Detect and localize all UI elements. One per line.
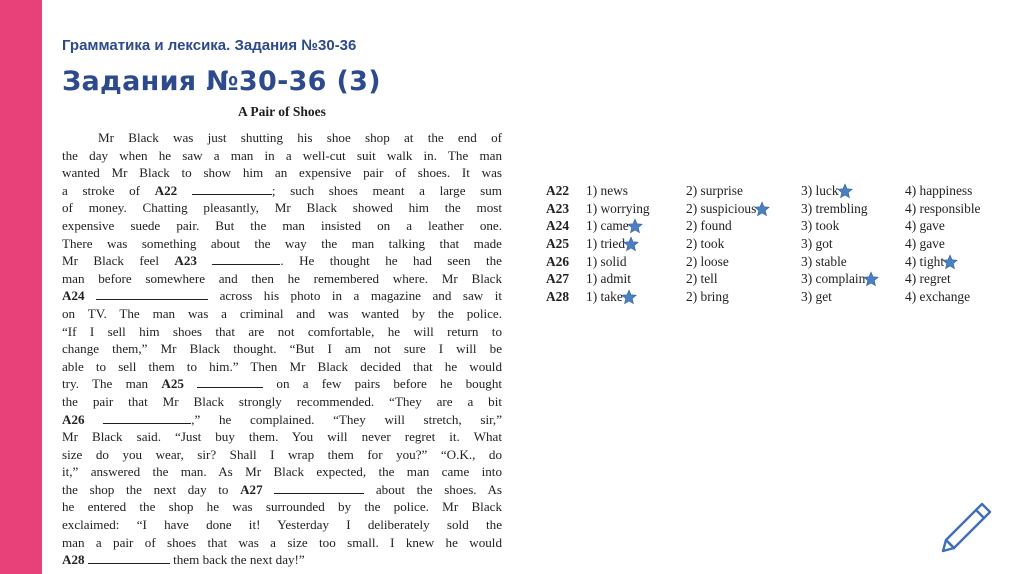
- answer-option: 4) responsible: [905, 200, 981, 216]
- passage-line: man before somewhere and then he remembered where. Mr Black: [62, 270, 502, 286]
- answer-option: 1) came: [586, 218, 629, 234]
- answer-gap: [192, 183, 272, 195]
- answer-gap: [212, 253, 280, 265]
- passage-title: A Pair of Shoes: [238, 104, 326, 119]
- page-title: Задания №30-36 (3): [62, 66, 381, 97]
- passage-line: size do you wear, sir? Shall I wrap them for you?” “O.K., do: [62, 446, 502, 462]
- answer-option: 1) news: [586, 183, 629, 198]
- answer-option: 3) trembling: [801, 200, 868, 216]
- question-number: A24: [546, 218, 570, 234]
- answer-option: 3) took: [801, 218, 840, 234]
- passage-line: Mr Black feel A23 . He thought he had seen the: [62, 253, 502, 269]
- gap-label: A28: [62, 552, 85, 568]
- question-number: A22: [546, 183, 570, 198]
- passage-line: man a pair of shoes that was a size too small. I knew he would: [62, 534, 502, 550]
- answer-option: 4) exchange: [905, 289, 971, 305]
- answer-option: 4) regret: [905, 271, 951, 287]
- accent-bar: [0, 0, 42, 574]
- passage-line: exclaimed: “I have done it! Yesterday I deliberately sold the: [62, 517, 502, 533]
- gap-label: A22: [154, 182, 178, 198]
- question-number: A27: [546, 271, 570, 287]
- answer-option: 4) happiness: [905, 183, 973, 198]
- answer-gap: [96, 288, 208, 300]
- star-icon: [621, 289, 637, 305]
- pencil-icon: [938, 500, 994, 556]
- answer-option: 1) admit: [586, 271, 631, 287]
- passage-line: the shop the next day to A27 about the shoes. As: [62, 481, 503, 497]
- question-number: A25: [546, 236, 570, 252]
- gap-label: A27: [240, 481, 263, 497]
- answer-option: 2) tell: [686, 271, 718, 287]
- gap-label: A24: [62, 288, 85, 304]
- passage-line: it,” answered the man. As Mr Black expected, the man came into: [62, 464, 502, 480]
- star-icon: [754, 201, 770, 217]
- question-number: A26: [546, 253, 570, 269]
- passage-line: Mr Black was just shutting his shoe shop at the end of: [98, 130, 502, 145]
- answer-option: 2) found: [686, 218, 732, 234]
- passage-line: the day when he saw a man in a well-cut suit walk in. The man: [62, 147, 502, 163]
- passage-line: on TV. The man was a criminal and was wanted by the police.: [62, 305, 502, 321]
- answer-option: 1) tried: [586, 236, 626, 252]
- gap-label: A23: [174, 253, 197, 269]
- passage-line: There was something about the way the man talking that made: [62, 235, 502, 251]
- question-number: A28: [546, 289, 570, 305]
- star-icon: [863, 271, 879, 287]
- star-icon: [837, 183, 853, 199]
- question-number: A23: [546, 200, 570, 216]
- answer-gap: [103, 412, 191, 424]
- answer-option: 3) stable: [801, 253, 847, 269]
- answer-option: 3) luck: [801, 183, 839, 198]
- answer-gap: [274, 482, 364, 494]
- passage-line: change them,” Mr Black thought. “But I am not sure I will be: [62, 341, 502, 357]
- answer-option: 1) take: [586, 289, 623, 305]
- answer-option: 4) tight: [905, 253, 945, 269]
- gap-label: A25: [161, 376, 184, 392]
- answer-option: 2) loose: [686, 253, 729, 269]
- passage-line: A28 them back the next day!”: [62, 552, 305, 568]
- answer-option: 4) gave: [905, 236, 945, 252]
- gap-label: A26: [62, 411, 85, 427]
- passage-line: “If I sell him shoes that are not comfortable, he will return to: [62, 323, 502, 339]
- passage-line: the pair that Mr Black strongly recommended. “They are a bit: [62, 393, 502, 409]
- star-icon: [623, 236, 639, 252]
- answer-option: 1) worrying: [586, 200, 650, 216]
- star-icon: [942, 254, 958, 270]
- passage-line: A24 across his photo in a magazine and saw it: [62, 288, 503, 304]
- answer-gap: [197, 376, 263, 388]
- passage-line: a stroke of A22 ; such shoes meant a large sum: [62, 182, 502, 198]
- passage-line: of money. Chatting pleasantly, Mr Black showed him the most: [62, 200, 502, 216]
- passage-line: he entered the shop he was surrounded by the police. Mr Black: [62, 499, 502, 515]
- passage-line: try. The man A25 on a few pairs before he bought: [62, 376, 503, 392]
- breadcrumb: Грамматика и лексика. Задания №30-36: [62, 37, 357, 54]
- passage-line: wanted Mr Black to show him an expensive pair of shoes. It was: [62, 165, 502, 181]
- passage-line: Mr Black said. “Just buy them. You will never regret it. What: [62, 429, 502, 445]
- passage-line: able to sell them to him.” Then Mr Black decided that he would: [62, 358, 502, 374]
- answer-option: 2) bring: [686, 289, 729, 305]
- answer-option: 2) took: [686, 236, 725, 252]
- passage-line: expensive suede pair. But the man insisted on a leather one.: [62, 217, 502, 233]
- answer-option: 3) get: [801, 289, 832, 305]
- answer-option: 3) complain: [801, 271, 866, 287]
- passage-line: A26 ,” he complained. “They will stretch, sir,”: [62, 411, 503, 427]
- answer-option: 2) suspicious: [686, 200, 757, 216]
- answer-option: 4) gave: [905, 218, 945, 234]
- answer-option: 3) got: [801, 236, 833, 252]
- passage: [62, 104, 502, 569]
- star-icon: [627, 218, 643, 234]
- answer-gap: [88, 552, 170, 564]
- answer-option: 2) surprise: [686, 183, 743, 198]
- answer-option: 1) solid: [586, 253, 627, 269]
